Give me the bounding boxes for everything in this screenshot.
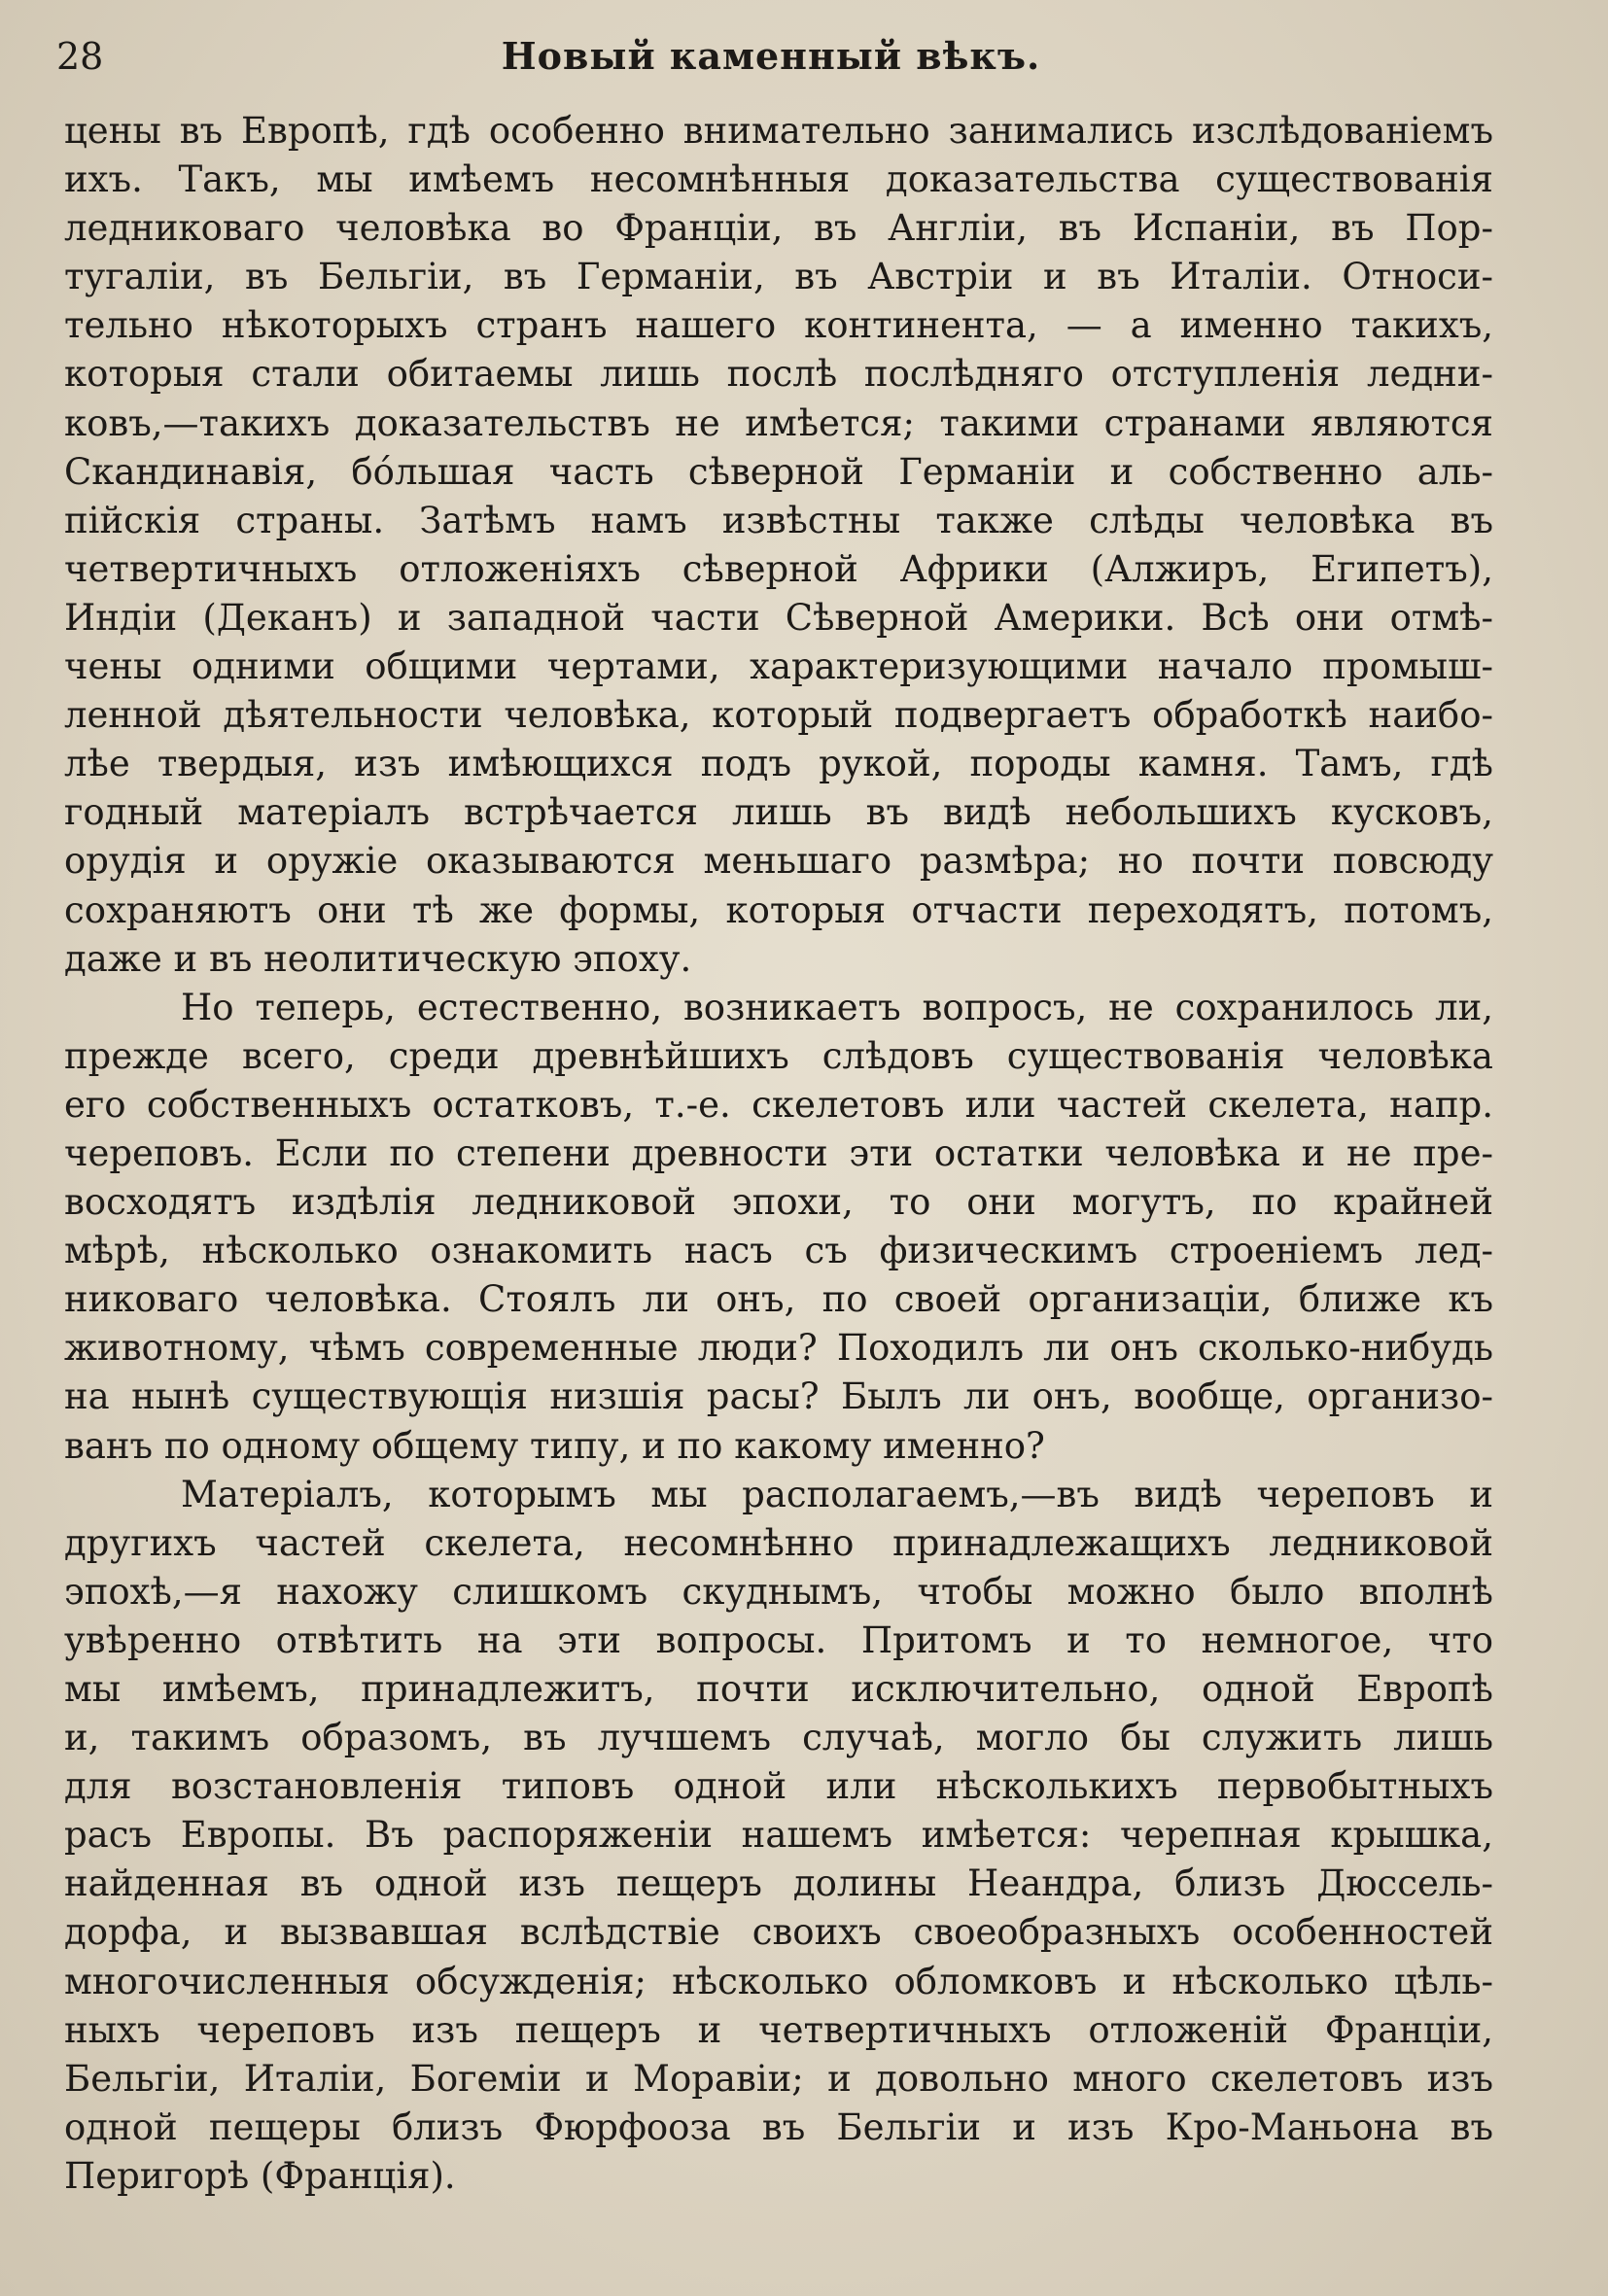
text-line: ванъ по одному общему типу, и по какому именно?	[64, 1424, 1045, 1467]
text-line: лѣе твердыя, изъ имѣющихся подъ рукой, породы камня. Тамъ, гдѣ	[64, 743, 1493, 785]
text-line: череповъ. Если по степени древности эти остатки человѣка и не пре-	[64, 1131, 1493, 1174]
text-line: мы имѣемъ, принадлежитъ, почти исключительно, одной Европѣ	[64, 1668, 1493, 1710]
text-line: Матеріалъ, которымъ мы располагаемъ,—въ видѣ череповъ и	[181, 1473, 1493, 1515]
body-text	[64, 107, 1493, 2201]
text-line: Но теперь, естественно, возникаетъ вопросъ, не сохранилось ли,	[181, 986, 1493, 1028]
text-line: тельно нѣкоторыхъ странъ нашего континента, — а именно такихъ,	[64, 304, 1493, 347]
text-line: ихъ. Такъ, мы имѣемъ несомнѣнныя доказательства существованія	[64, 158, 1493, 201]
text-line: ледниковаго человѣка во Франціи, въ Англіи, въ Испаніи, въ Пор-	[64, 207, 1493, 250]
text-line: Перигорѣ (Франція).	[64, 2154, 456, 2197]
text-line: цены въ Европѣ, гдѣ особенно внимательно занимались изслѣдованіемъ	[64, 110, 1493, 152]
page-header	[56, 27, 1486, 86]
text-line: ленной дѣятельности человѣка, который подвергаетъ обработкѣ наибо-	[64, 694, 1493, 737]
text-line: расъ Европы. Въ распоряженіи нашемъ имѣется: черепная крышка,	[64, 1814, 1493, 1857]
text-line: мѣрѣ, нѣсколько ознакомить насъ съ физическимъ строеніемъ лед-	[64, 1230, 1493, 1272]
text-line: многочисленныя обсужденія; нѣсколько обломковъ и нѣсколько цѣль-	[64, 1960, 1493, 2002]
page-number: 28	[56, 35, 104, 78]
text-line: Индіи (Деканъ) и западной части Сѣверной Америки. Всѣ они отмѣ-	[64, 596, 1493, 639]
running-title: Новый каменный вѣкъ.	[501, 34, 1041, 78]
text-line: ныхъ череповъ изъ пещеръ и четвертичныхъ отложеній Франціи,	[64, 2008, 1493, 2051]
text-line: пійскія страны. Затѣмъ намъ извѣстны также слѣды человѣка въ	[64, 499, 1493, 541]
text-line: чены одними общими чертами, характеризующими начало промыш-	[64, 645, 1493, 688]
text-line: найденная въ одной изъ пещеръ долины Неандра, близъ Дюссель-	[64, 1862, 1493, 1905]
text-line: эпохѣ,—я нахожу слишкомъ скуднымъ, чтобы можно было вполнѣ	[64, 1570, 1493, 1613]
text-line: орудія и оружіе оказываются меньшаго размѣра; но почти повсюду	[64, 840, 1493, 883]
text-line: и, такимъ образомъ, въ лучшемъ случаѣ, могло бы служить лишь	[64, 1717, 1493, 1759]
text-line: четвертичныхъ отложеніяхъ сѣверной Африки (Алжиръ, Египетъ),	[64, 547, 1493, 590]
text-line: которыя стали обитаемы лишь послѣ послѣдняго отступленія ледни-	[64, 353, 1493, 396]
text-line: его собственныхъ остатковъ, т.-е. скелетовъ или частей скелета, напр.	[64, 1083, 1493, 1126]
text-line: одной пещеры близъ Фюрфооза въ Бельгіи и изъ Кро-Маньона въ	[64, 2105, 1493, 2148]
text-line: ковъ,—такихъ доказательствъ не имѣется; такими странами являются	[64, 401, 1493, 444]
text-line: для возстановленія типовъ одной или нѣсколькихъ первобытныхъ	[64, 1765, 1493, 1808]
text-line: сохраняютъ они тѣ же формы, которыя отчасти переходятъ, потомъ,	[64, 888, 1493, 931]
text-line: животному, чѣмъ современные люди? Походилъ ли онъ сколько-нибудь	[64, 1327, 1493, 1370]
text-line: дорфа, и вызвавшая вслѣдствіе своихъ своеобразныхъ особенностей	[64, 1911, 1493, 1954]
text-line: Бельгіи, Италіи, Богеміи и Моравіи; и довольно много скелетовъ изъ	[64, 2057, 1493, 2100]
text-line: увѣренно отвѣтить на эти вопросы. Притомъ и то немногое, что	[64, 1618, 1493, 1661]
text-line: прежде всего, среди древнѣйшихъ слѣдовъ существованія человѣка	[64, 1034, 1493, 1077]
text-line: на нынѣ существующія низшія расы? Былъ ли онъ, вообще, организо-	[64, 1375, 1493, 1418]
text-line: годный матеріалъ встрѣчается лишь въ видѣ небольшихъ кусковъ,	[64, 791, 1493, 834]
text-line: тугаліи, въ Бельгіи, въ Германіи, въ Австріи и въ Италіи. Относи-	[64, 256, 1493, 298]
text-line: восходятъ издѣлія ледниковой эпохи, то они могутъ, по крайней	[64, 1181, 1493, 1224]
text-line: другихъ частей скелета, несомнѣнно принадлежащихъ ледниковой	[64, 1521, 1493, 1564]
text-line: Скандинавія, бóльшая часть сѣверной Германіи и собственно аль-	[64, 450, 1493, 493]
text-line: никоваго человѣка. Стоялъ ли онъ, по своей организаціи, ближе къ	[64, 1278, 1493, 1321]
text-line: даже и въ неолитическую эпоху.	[64, 937, 692, 980]
